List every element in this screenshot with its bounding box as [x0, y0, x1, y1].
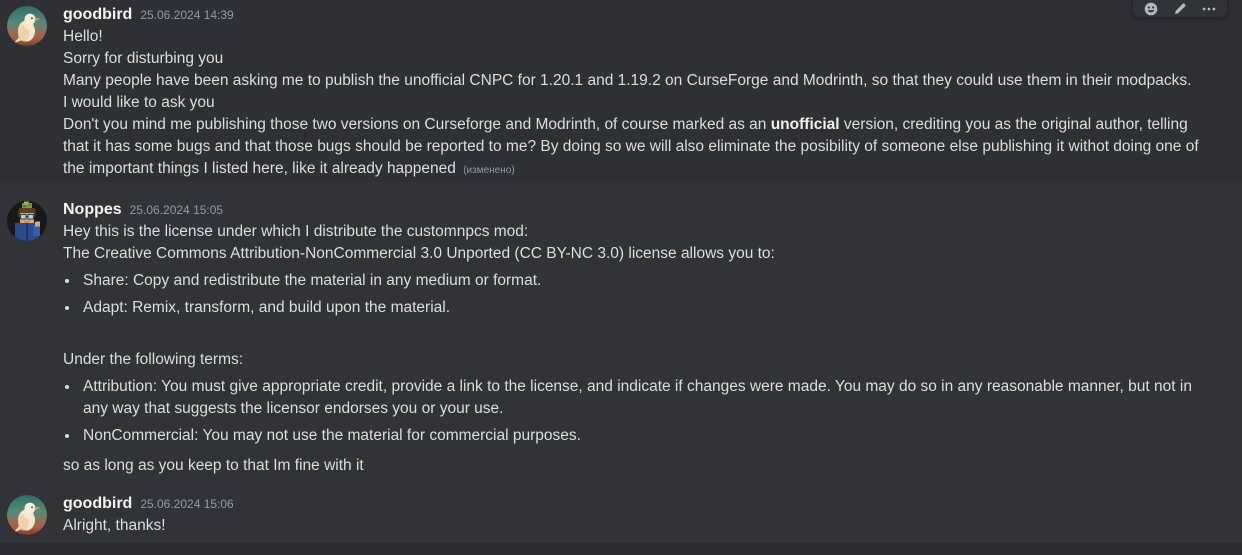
- message-text: version, crediting you as the original author, telling: [839, 116, 1188, 133]
- message-content: [63, 515, 1234, 537]
- message-line: [63, 243, 1234, 265]
- message-line: [83, 425, 1234, 447]
- username[interactable]: Noppes: [63, 201, 122, 218]
- message-timestamp: 25.06.2024 15:05: [129, 203, 224, 217]
- message-line: [63, 349, 1234, 371]
- message-text: Attribution: You must give appropriate credit, provide a link to the license, and indicate if changes were made. You may do so in any reasonable manner, but not in: [83, 378, 1192, 395]
- message-content: [63, 221, 1234, 477]
- message-text: Alright, thanks!: [63, 517, 166, 534]
- message-text: Adapt: Remix, transform, and build upon the material.: [83, 299, 451, 316]
- message-line: [83, 297, 1234, 319]
- message-text: Don't you mind me publishing those two versions on Curseforge and Modrinth, of course marked as an: [63, 116, 771, 133]
- message: [0, 195, 1242, 479]
- message-header: [63, 4, 1234, 26]
- message-text: Hello!: [63, 28, 103, 45]
- bottom-strip: [0, 543, 1242, 555]
- message-line: [83, 376, 1234, 398]
- message-header: [63, 199, 1234, 221]
- edit-icon: [1173, 2, 1187, 16]
- bullet-item: [80, 424, 1234, 447]
- message-text: any way that suggests the licensor endorses you or your use.: [83, 400, 504, 417]
- message-timestamp: 25.06.2024 14:39: [140, 8, 234, 22]
- message-line: [63, 92, 1234, 114]
- message-timestamp: 25.06.2024 15:06: [140, 497, 234, 511]
- more-icon: [1201, 2, 1217, 16]
- add-reaction-icon: [1144, 2, 1158, 16]
- message-text: Share: Copy and redistribute the material in any medium or format.: [83, 272, 542, 289]
- bullet-list: [63, 269, 1234, 319]
- message-text: the important things I listed here, like it already happened: [63, 160, 461, 177]
- username[interactable]: goodbird: [63, 6, 133, 23]
- message: [0, 0, 1242, 182]
- message-content: [63, 26, 1234, 182]
- message-line: [83, 270, 1234, 292]
- bird-painting-avatar[interactable]: [7, 6, 47, 46]
- message-text: Hey this is the license under which I distribute the customnpcs mod:: [63, 223, 529, 240]
- bird-painting-avatar[interactable]: [7, 495, 47, 535]
- message-line: [63, 48, 1234, 70]
- message-text: that it has some bugs and that those bugs should be reported to me? By doing so we will also eliminate the posibility of someone else publishing it withot doing one of: [63, 138, 1199, 155]
- message-line: [63, 327, 1234, 349]
- message-text: I would like to ask you: [63, 94, 215, 111]
- message-line: [63, 221, 1234, 243]
- message-line: [63, 114, 1234, 136]
- message-text: Under the following terms:: [63, 351, 244, 368]
- edited-tag: (изменено): [463, 165, 515, 176]
- message-line: [63, 455, 1234, 477]
- message-actions-toolbar: [1132, 0, 1228, 18]
- bullet-list: [63, 375, 1234, 447]
- message-line: [63, 26, 1234, 48]
- bullet-item: [80, 375, 1234, 420]
- message-text: Many people have been asking me to publish the unofficial CNPC for 1.20.1 and 1.19.2 on CurseForge and Modrinth, so that they could use them in their modpacks.: [63, 72, 1192, 89]
- add-reaction-button[interactable]: [1138, 0, 1164, 16]
- message-text: The Creative Commons Attribution-NonCommercial 3.0 Unported (CC BY-NC 3.0) license allows you to:: [63, 245, 775, 262]
- message-text: so as long as you keep to that Im fine with it: [63, 457, 364, 474]
- message-text: NonCommercial: You may not use the material for commercial purposes.: [83, 427, 581, 444]
- message-line: [83, 398, 1234, 420]
- bold-text: unofficial: [770, 116, 840, 133]
- bullet-item: [80, 269, 1234, 292]
- message-line: [63, 70, 1234, 92]
- message-line: [63, 136, 1234, 158]
- username[interactable]: goodbird: [63, 495, 133, 512]
- message-line: [63, 158, 1234, 182]
- minecraft-character-avatar[interactable]: [7, 201, 47, 241]
- bullet-item: [80, 296, 1234, 319]
- message: [0, 489, 1242, 539]
- edit-message-button[interactable]: [1167, 0, 1193, 16]
- more-actions-button[interactable]: [1196, 0, 1222, 16]
- message-text: Sorry for disturbing you: [63, 50, 224, 67]
- message-header: [63, 493, 1234, 515]
- message-line: [63, 515, 1234, 537]
